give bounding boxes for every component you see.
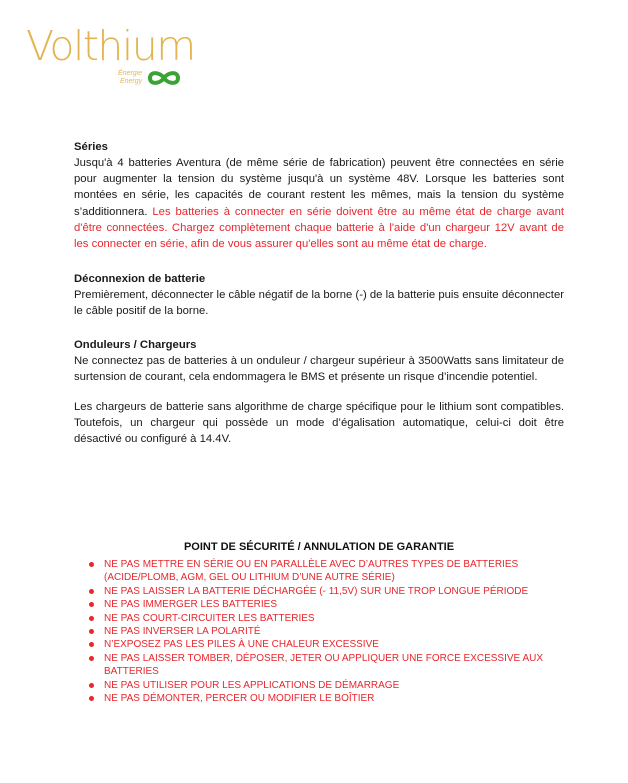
safety-item-text: N’EXPOSEZ PAS LES PILES À UNE CHALEUR EXCESSIVE xyxy=(104,639,379,651)
infinity-icon xyxy=(144,69,184,87)
safety-heading: POINT DE SÉCURITÉ / ANNULATION DE GARANTIE xyxy=(183,541,455,553)
safety-item xyxy=(74,558,564,585)
bullet-icon xyxy=(89,589,94,594)
safety-section xyxy=(74,540,564,705)
logo-tagline xyxy=(118,70,142,86)
safety-item xyxy=(74,585,564,598)
bullet-icon xyxy=(89,642,94,647)
inverters-paragraph-1: Ne connectez pas de batteries à un onduleur / chargeur supérieur à 3500Watts sans limitateur de surtension de courant, cela endommagera le BMS et présente un risque d’incendie potentiel. xyxy=(74,354,564,383)
disconnect-paragraph: Premièrement, déconnecter le câble négatif de la borne (-) de la batterie puis ensuite déconnecter le câble positif de la borne. xyxy=(74,289,564,318)
safety-item-text: NE PAS IMMERGER LES BATTERIES xyxy=(104,599,277,611)
safety-item xyxy=(74,598,564,611)
logo-tagline-fr: Énergie xyxy=(118,70,143,77)
safety-item xyxy=(74,638,564,651)
safety-item-text: NE PAS UTILISER POUR LES APPLICATIONS DE DÉMARRAGE xyxy=(104,679,400,691)
volthium-logo xyxy=(26,22,216,96)
series-heading: Séries xyxy=(74,141,108,153)
series-paragraph xyxy=(74,155,564,252)
inverters-heading: Onduleurs / Chargeurs xyxy=(74,338,197,351)
document-body xyxy=(74,140,564,448)
inverters-paragraph-2: Les chargeurs de batterie sans algorithme de charge spécifique pour le lithium sont compatibles. Toutefois, un chargeur qui possède un mode d’égalisation automatique, celui-ci doit être désactivé ou configuré à 14.4V. xyxy=(74,401,564,446)
safety-item xyxy=(74,652,564,679)
safety-item-text: NE PAS INVERSER LA POLARITÉ xyxy=(104,626,261,638)
bullet-icon xyxy=(89,562,94,567)
disconnect-heading: Déconnexion de batterie xyxy=(74,273,206,286)
safety-item xyxy=(74,692,564,705)
series-warning-text: Les batteries à connecter en série doivent être au même état de charge avant d'être connectées. Chargez complètement chaque batterie à l'aide d'un chargeur 12V avant de les connecter en série, afin de vous assurer qu'elles sont au même état de charge. xyxy=(74,205,564,251)
safety-item xyxy=(74,679,564,692)
safety-item-text: NE PAS METTRE EN SÉRIE OU EN PARALLÈLE AVEC D’AUTRES TYPES DE BATTERIES (ACIDE/PLOMB, AGM, GEL OU LITHIUM D’UNE AUTRE SÉRIE) xyxy=(104,559,519,584)
logo-wordmark: Volthium xyxy=(26,22,195,70)
safety-item-text: NE PAS DÉMONTER, PERCER OU MODIFIER LE BOÎTIER xyxy=(104,693,375,705)
safety-item-text: NE PAS LAISSER LA BATTERIE DÉCHARGÉE (- 11,5V) SUR UNE TROP LONGUE PÉRIODE xyxy=(104,585,529,597)
safety-list xyxy=(74,558,564,705)
safety-item xyxy=(74,625,564,638)
safety-item xyxy=(74,612,564,625)
bullet-icon xyxy=(89,683,94,688)
bullet-icon xyxy=(89,629,94,634)
bullet-icon xyxy=(89,656,94,661)
logo-tagline-en: Energy xyxy=(119,78,143,85)
series-text: Jusqu'à 4 batteries Aventura (de même série de fabrication) peuvent être connectées en série pour augmenter la tension du système jusqu'à un système 48V. Lorsque les batteries sont montées en série, les capacités de courant restent les mêmes, mais la tension du système s’additionnera. xyxy=(74,157,564,218)
bullet-icon xyxy=(89,616,94,621)
safety-item-text: NE PAS LAISSER TOMBER, DÉPOSER, JETER OU APPLIQUER UNE FORCE EXCESSIVE AUX BATTERIES xyxy=(104,652,544,678)
bullet-icon xyxy=(89,602,94,607)
bullet-icon xyxy=(89,696,94,701)
safety-item-text: NE PAS COURT-CIRCUITER LES BATTERIES xyxy=(104,612,315,624)
